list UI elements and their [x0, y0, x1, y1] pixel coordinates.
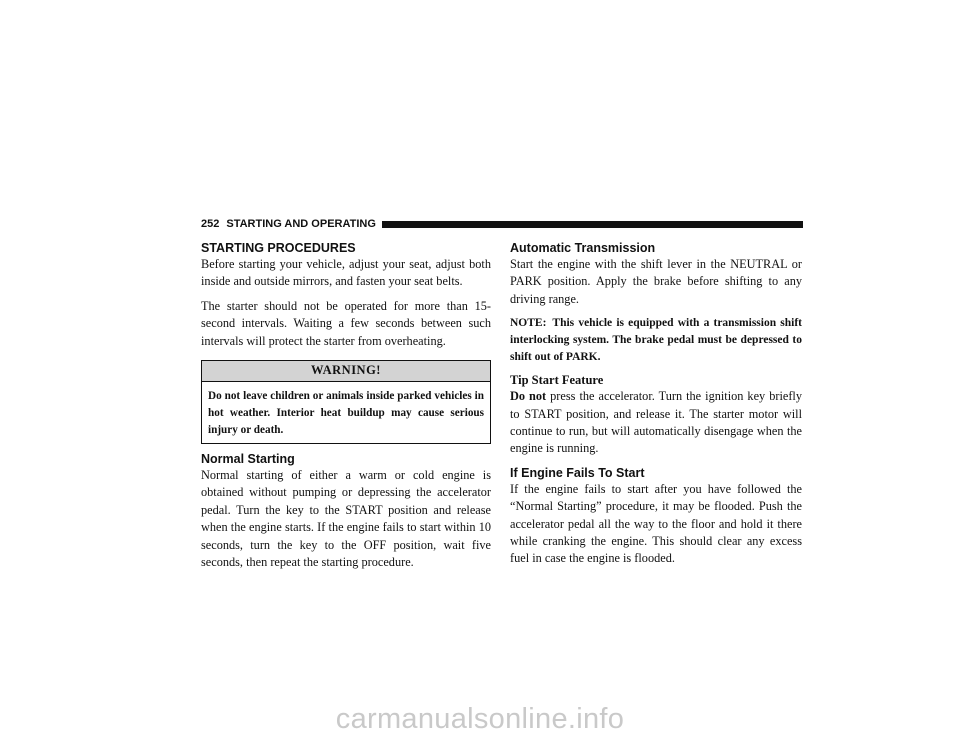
transmission-note — [510, 315, 802, 366]
tip-lead: Do not — [510, 389, 547, 404]
paragraph-starter-intervals: The starter should not be operated for more than 15-second intervals. Waiting a few seconds between such intervals will protect the starter from overheating. — [201, 298, 491, 348]
paragraph-automatic-transmission: Start the engine with the shift lever in the NEUTRAL or PARK position. Apply the brake before shifting to any driving range. — [510, 257, 802, 306]
left-column — [201, 238, 491, 578]
page-number: 252 — [201, 218, 220, 230]
right-column — [510, 238, 802, 575]
warning-box — [201, 360, 491, 444]
paragraph-adjust-seat: Before starting your vehicle, adjust your seat, adjust both inside and outside mirrors, and fasten your seat belts. — [201, 257, 491, 289]
note-label: NOTE: — [510, 317, 547, 330]
tip-start-heading: Tip Start Feature — [510, 373, 604, 388]
automatic-transmission-heading: Automatic Transmission — [510, 241, 656, 255]
paragraph-engine-fails: If the engine fails to start after you have followed the “Normal Starting” procedure, it may be flooded. Push the accelerator pedal all the way to the floor and hold it there while cranking the engine. This should clear any excess fuel in case the engine is flooded. — [510, 481, 802, 566]
page-header — [201, 216, 803, 232]
starting-procedures-heading: STARTING PROCEDURES — [201, 241, 356, 255]
section-title: STARTING AND OPERATING — [226, 218, 376, 230]
warning-title: WARNING! — [202, 361, 490, 382]
paragraph-tip-start — [510, 388, 802, 458]
engine-fails-heading: If Engine Fails To Start — [510, 465, 645, 480]
watermark: carmanualsonline.info — [335, 703, 625, 735]
tip-text: press the accelerator. Turn the ignition key briefly to START position, and release it. The starter motor will continue to run, but will automatically disengage when the engine is running. — [510, 389, 802, 456]
paragraph-normal-starting: Normal starting of either a warm or cold engine is obtained without pumping or depressing the accelerator pedal. Turn the key to the START position and release when the engine starts. If the engine fails to start within 10 seconds, turn the key to the OFF position, wait five seconds, then repeat the starting procedure. — [201, 468, 491, 570]
warning-text: Do not leave children or animals inside parked vehicles in hot weather. Interior heat buildup may cause serious injury or death. — [208, 390, 484, 437]
header-rule — [382, 221, 803, 228]
note-text: This vehicle is equipped with a transmission shift interlocking system. The brake pedal must be depressed to shift out of PARK. — [510, 317, 802, 364]
normal-starting-heading: Normal Starting — [201, 452, 295, 467]
